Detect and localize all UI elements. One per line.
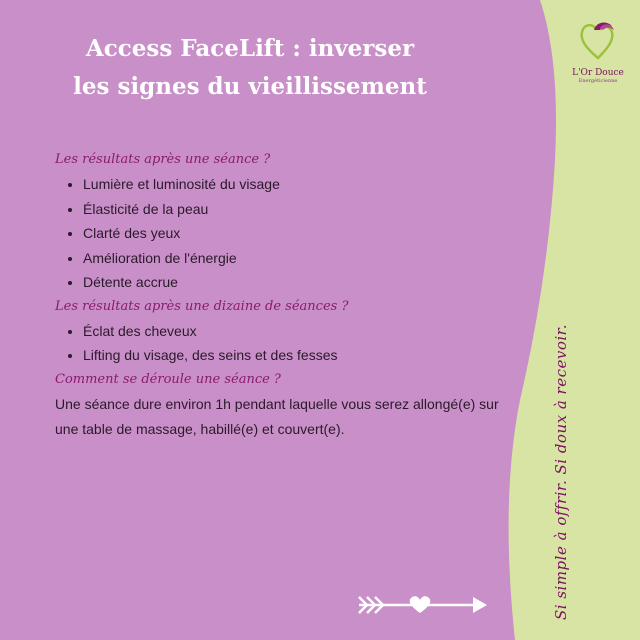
list-item: • Clarté des yeux bbox=[83, 221, 505, 246]
section-heading-how-it-works: Comment se déroule une séance ? bbox=[55, 371, 281, 387]
page-title bbox=[40, 30, 460, 106]
title-line-2: les signes du vieillissement bbox=[73, 73, 427, 100]
list-item: • Élasticité de la peau bbox=[83, 197, 505, 222]
list-item: • Lumière et luminosité du visage bbox=[83, 172, 505, 197]
results-list-one-session bbox=[55, 172, 505, 295]
content bbox=[55, 150, 505, 442]
list-item: • Amélioration de l'énergie bbox=[83, 246, 505, 271]
section-heading-ten-sessions: Les résultats après une dizaine de séances ? bbox=[55, 298, 349, 314]
heart-logo-icon bbox=[576, 18, 620, 62]
brand-subtitle: Energéticienne bbox=[578, 78, 618, 84]
list-item: • Détente accrue bbox=[83, 270, 505, 295]
list-item: • Éclat des cheveux bbox=[83, 319, 505, 344]
section-heading-one-session: Les résultats après une séance ? bbox=[55, 152, 271, 167]
session-description: Une séance dure environ 1h pendant laquelle vous serez allongé(e) sur une table de massage, habillé(e) et couvert(e). bbox=[55, 395, 499, 437]
list-item: • Lifting du visage, des seins et des fesses bbox=[83, 343, 505, 368]
heart-arrow-icon bbox=[355, 592, 490, 618]
tagline: Si simple à offrir. Si doux à recevoir. bbox=[552, 324, 570, 620]
title-line-1: Access FaceLift : inverser bbox=[85, 35, 415, 62]
brand-logo bbox=[558, 18, 638, 84]
brand-name: L'Or Douce bbox=[572, 68, 624, 78]
results-list-ten-sessions bbox=[55, 319, 505, 368]
